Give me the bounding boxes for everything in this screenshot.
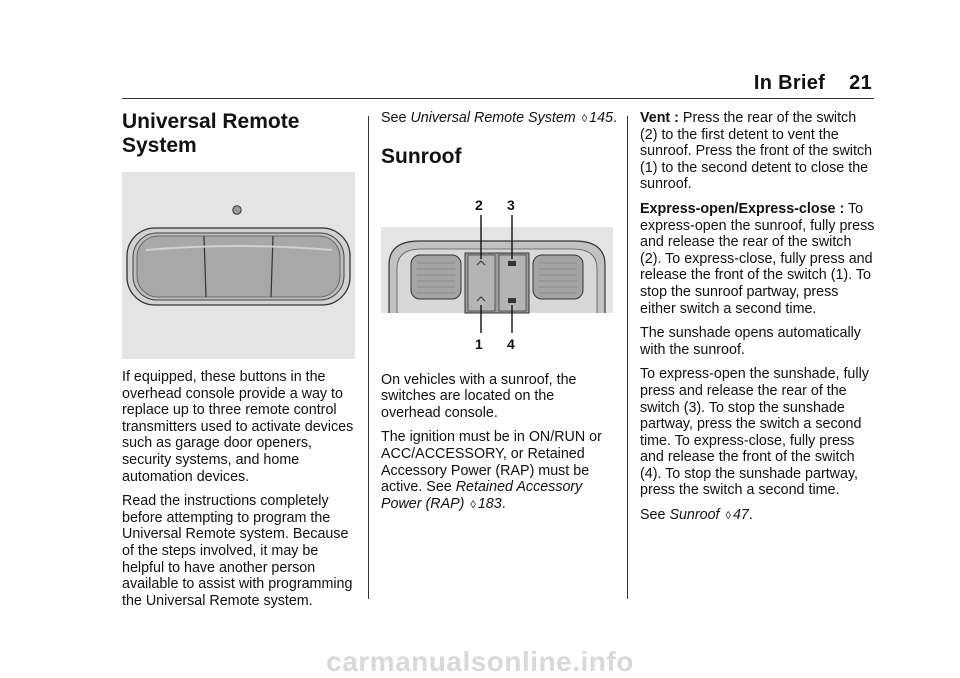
- sunroof-switch-image: [381, 197, 613, 352]
- page-header: [754, 72, 872, 95]
- express-label: Express-open/Express-close :: [640, 200, 845, 217]
- sunroof-paragraph-1: On vehicles with a sunroof, the switches are located on the overhead console.: [381, 371, 577, 421]
- callout-label-1: 1: [475, 335, 483, 352]
- universal-remote-link[interactable]: Universal Remote System: [410, 110, 576, 126]
- see-prefix: See: [381, 110, 407, 126]
- sunroof-link[interactable]: Sunroof: [669, 507, 720, 524]
- header-rule: [122, 98, 874, 99]
- watermark: carmanualsonline.info: [326, 646, 634, 677]
- universal-remote-image: [122, 172, 355, 359]
- callout-label-2: 2: [475, 196, 483, 213]
- column-divider-2: [627, 116, 628, 599]
- column-3: [640, 110, 876, 533]
- see-sunroof-reference: See Sunroof ◊ 47.: [640, 507, 753, 524]
- page-reference-symbol: ◊: [470, 498, 476, 511]
- page-number: 21: [849, 72, 872, 94]
- page-reference-symbol: ◊: [581, 113, 588, 125]
- callout-label-4: 4: [507, 335, 515, 352]
- overhead-console-buttons-illustration: [122, 172, 355, 359]
- vent-text: Press the rear of the switch (2) to the first detent to vent the sunroof. Press the front of the switch (1) to the second detent to close the sunroof.: [640, 110, 873, 193]
- column-1: [122, 110, 358, 617]
- rap-page[interactable]: 183: [477, 495, 502, 512]
- universal-remote-heading: Universal Remote System: [122, 110, 300, 157]
- vent-paragraph: [640, 110, 876, 193]
- sunshade-express-paragraph: To express-open the sunshade, fully press and release the rear of the switch (3). To stop the sunshade partway, press the switch a second time. To express-close, fully press and release the front of the switch (4). To stop the sunshade partway, press the switch a second time.: [640, 366, 869, 499]
- sunroof-switch-illustration: [381, 197, 613, 352]
- rap-link[interactable]: Retained Accessory Power (RAP): [381, 479, 583, 512]
- callout-label-3: 3: [507, 196, 515, 213]
- universal-remote-paragraph-2: Read the instructions completely before attempting to program the Universal Remote system. Because of the steps involved, it may be helpful to have another person available to assist with programming the Universal Remote system.: [122, 493, 353, 609]
- column-divider-1: [368, 116, 369, 599]
- express-paragraph: [640, 201, 876, 317]
- universal-remote-page[interactable]: 145: [589, 110, 613, 126]
- vent-label: Vent :: [640, 110, 679, 126]
- sunroof-page[interactable]: 47: [732, 507, 749, 524]
- sunroof-heading: Sunroof: [381, 144, 462, 168]
- see-prefix: See: [640, 507, 666, 524]
- universal-remote-paragraph-1: If equipped, these buttons in the overhead console provide a way to replace up to three remote control transmitters used to activate devices such as garage door openers, security systems, and home automation devices.: [122, 369, 354, 485]
- see-universal-remote-reference: See Universal Remote System ◊ 145.: [381, 110, 617, 126]
- express-text: To express-open the sunroof, fully press and release the rear of the switch (2). To express-close, fully press and release the front of the switch (1). To stop the sunroof partway, press either switch a second time.: [640, 200, 875, 317]
- ignition-text: The ignition must be in ON/RUN or ACC/ACCESSORY, or Retained Accessory Power (RAP) must be active. See: [381, 429, 602, 496]
- section-title: In Brief: [753, 72, 826, 94]
- sunshade-auto-paragraph: The sunshade opens automatically with the sunroof.: [640, 325, 861, 358]
- page-reference-symbol: ◊: [725, 510, 731, 523]
- column-2: [381, 110, 617, 521]
- sunroof-paragraph-2: The ignition must be in ON/RUN or ACC/ACCESSORY, or Retained Accessory Power (RAP) must be active. See Retained Accessory Power (RAP) ◊ 183.: [381, 429, 602, 512]
